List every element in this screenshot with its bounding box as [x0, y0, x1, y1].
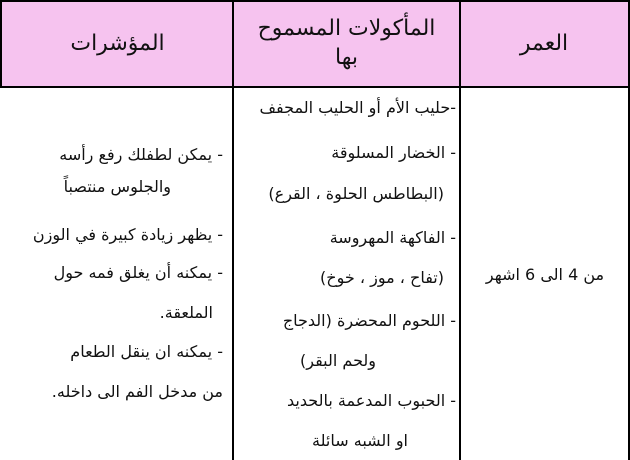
food-line: -حليب الأم أو الحليب المجفف — [259, 98, 456, 117]
indicator-line: من مدخل الفم الى داخله. — [51, 382, 223, 401]
header-foods-line2: بها — [335, 45, 358, 70]
indicator-line: الملعقة. — [159, 303, 213, 322]
header-foods-line1: المأكولات المسموح — [257, 16, 436, 42]
indicator-line: - يمكنه ان ينقل الطعام — [70, 342, 223, 361]
age-range: من 4 الى 6 اشهر — [485, 264, 605, 284]
food-line: - الخضار المسلوقة — [331, 143, 456, 162]
header-age-label: العمر — [519, 30, 569, 56]
food-line: او الشبه سائلة — [312, 431, 408, 450]
indicator-line: - يمكنه أن يغلق فمه حول — [53, 263, 223, 282]
cell-indicators — [4, 88, 231, 460]
cell-age — [462, 88, 628, 460]
column-divider — [232, 0, 234, 460]
indicator-line: - يظهر زيادة كبيرة في الوزن — [32, 225, 223, 244]
header-allowed-foods-label — [258, 15, 436, 72]
header-age — [460, 0, 630, 88]
food-line: - الفاكهة المهروسة — [329, 228, 456, 247]
food-line: - الحبوب المدعمة بالحديد — [287, 391, 456, 410]
header-indicators — [0, 0, 233, 88]
header-allowed-foods — [233, 0, 460, 88]
indicator-line: والجلوس منتصباً — [63, 177, 171, 196]
food-line: (البطاطس الحلوة ، القرع) — [268, 184, 444, 203]
food-line: ولحم البقر) — [300, 351, 376, 370]
column-divider — [459, 0, 461, 460]
indicator-line: - يمكن لطفلك رفع رأسه — [59, 145, 223, 164]
food-line: - اللحوم المحضرة (الدجاج — [282, 311, 456, 330]
header-indicators-label: المؤشرات — [70, 30, 165, 56]
cell-allowed-foods — [236, 88, 456, 460]
food-line: (تفاح ، موز ، خوخ) — [320, 268, 444, 287]
